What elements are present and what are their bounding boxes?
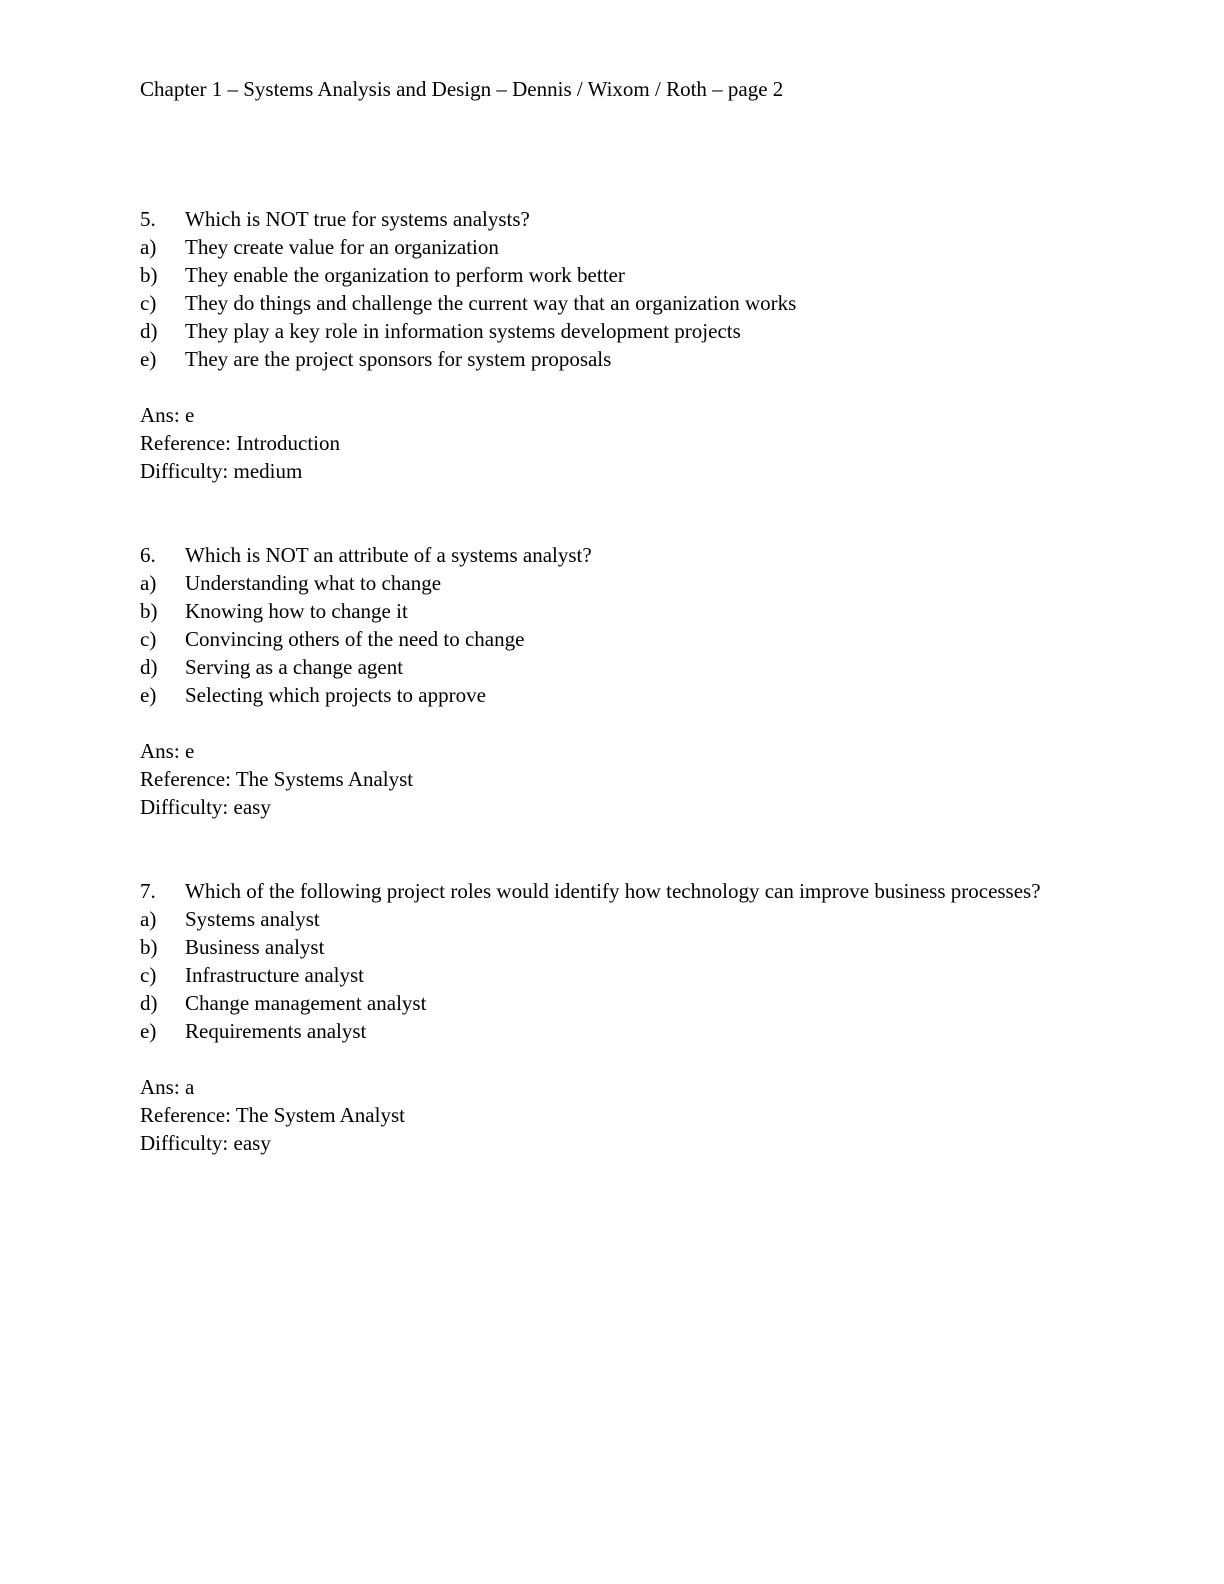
option-row xyxy=(140,289,1094,317)
option-label: c) xyxy=(140,627,157,651)
question-text: Which of the following project roles would identify how technology can improve business processes? xyxy=(185,879,1041,903)
option-label: e) xyxy=(140,347,157,371)
answer-label: Ans: xyxy=(140,1075,180,1099)
answer-value: a xyxy=(184,1075,195,1099)
option-label: c) xyxy=(140,963,157,987)
option-row xyxy=(140,1017,1094,1045)
reference-line xyxy=(140,1101,1094,1129)
option-text: Knowing how to change it xyxy=(185,599,408,623)
option-label: b) xyxy=(140,935,158,959)
option-label: e) xyxy=(140,1019,157,1043)
option-label: c) xyxy=(140,291,157,315)
option-text: Infrastructure analyst xyxy=(185,963,365,987)
difficulty-value: medium xyxy=(233,459,303,483)
question-number: 5. xyxy=(140,207,156,231)
option-row xyxy=(140,317,1094,345)
answer-line xyxy=(140,737,1094,765)
option-text: Change management analyst xyxy=(185,991,427,1015)
option-row xyxy=(140,233,1094,261)
option-row xyxy=(140,905,1094,933)
answer-block-6 xyxy=(140,737,1094,821)
option-row xyxy=(140,653,1094,681)
option-label: d) xyxy=(140,655,158,679)
reference-line xyxy=(140,429,1094,457)
answer-line xyxy=(140,401,1094,429)
question-number: 6. xyxy=(140,543,156,567)
difficulty-line xyxy=(140,793,1094,821)
option-text: They do things and challenge the current way that an organization works xyxy=(185,291,797,315)
option-label: d) xyxy=(140,991,158,1015)
option-text: They are the project sponsors for system proposals xyxy=(185,347,612,371)
question-block-5 xyxy=(140,205,1094,373)
answer-block-7 xyxy=(140,1073,1094,1157)
option-row xyxy=(140,569,1094,597)
option-row xyxy=(140,933,1094,961)
option-text: They enable the organization to perform work better xyxy=(185,263,625,287)
option-label: b) xyxy=(140,263,158,287)
difficulty-line xyxy=(140,1129,1094,1157)
option-text: They play a key role in information systems development projects xyxy=(185,319,741,343)
option-label: b) xyxy=(140,599,158,623)
reference-label: Reference: xyxy=(140,1103,231,1127)
difficulty-value: easy xyxy=(233,1131,271,1155)
answer-line xyxy=(140,1073,1094,1101)
answer-label: Ans: xyxy=(140,739,180,763)
question-text: Which is NOT true for systems analysts? xyxy=(185,207,530,231)
question-block-6 xyxy=(140,541,1094,709)
page-header: Chapter 1 – Systems Analysis and Design – Dennis / Wixom / Roth – page 2 xyxy=(140,77,784,101)
option-text: Selecting which projects to approve xyxy=(185,683,486,707)
difficulty-line xyxy=(140,457,1094,485)
option-text: They create value for an organization xyxy=(185,235,499,259)
option-row xyxy=(140,961,1094,989)
question-text: Which is NOT an attribute of a systems analyst? xyxy=(185,543,592,567)
reference-label: Reference: xyxy=(140,767,231,791)
option-row xyxy=(140,261,1094,289)
option-row xyxy=(140,681,1094,709)
question-line xyxy=(140,877,1094,905)
option-text: Understanding what to change xyxy=(185,571,442,595)
option-label: a) xyxy=(140,907,157,931)
answer-value: e xyxy=(184,739,195,763)
reference-line xyxy=(140,765,1094,793)
difficulty-label: Difficulty: xyxy=(140,795,229,819)
option-text: Business analyst xyxy=(185,935,325,959)
option-text: Requirements analyst xyxy=(185,1019,367,1043)
question-line xyxy=(140,541,1094,569)
question-line xyxy=(140,205,1094,233)
question-block-7 xyxy=(140,877,1094,1045)
answer-label: Ans: xyxy=(140,403,180,427)
reference-value: The System Analyst xyxy=(235,1103,405,1127)
difficulty-label: Difficulty: xyxy=(140,459,229,483)
answer-value: e xyxy=(184,403,195,427)
reference-label: Reference: xyxy=(140,431,231,455)
option-row xyxy=(140,345,1094,373)
option-label: e) xyxy=(140,683,157,707)
question-number: 7. xyxy=(140,879,156,903)
difficulty-value: easy xyxy=(233,795,271,819)
option-row xyxy=(140,989,1094,1017)
difficulty-label: Difficulty: xyxy=(140,1131,229,1155)
option-text: Convincing others of the need to change xyxy=(185,627,525,651)
option-row xyxy=(140,597,1094,625)
option-text: Systems analyst xyxy=(185,907,320,931)
reference-value: The Systems Analyst xyxy=(235,767,414,791)
option-row xyxy=(140,625,1094,653)
option-label: d) xyxy=(140,319,158,343)
option-label: a) xyxy=(140,235,157,259)
option-text: Serving as a change agent xyxy=(185,655,404,679)
answer-block-5 xyxy=(140,401,1094,485)
option-label: a) xyxy=(140,571,157,595)
reference-value: Introduction xyxy=(236,431,340,455)
